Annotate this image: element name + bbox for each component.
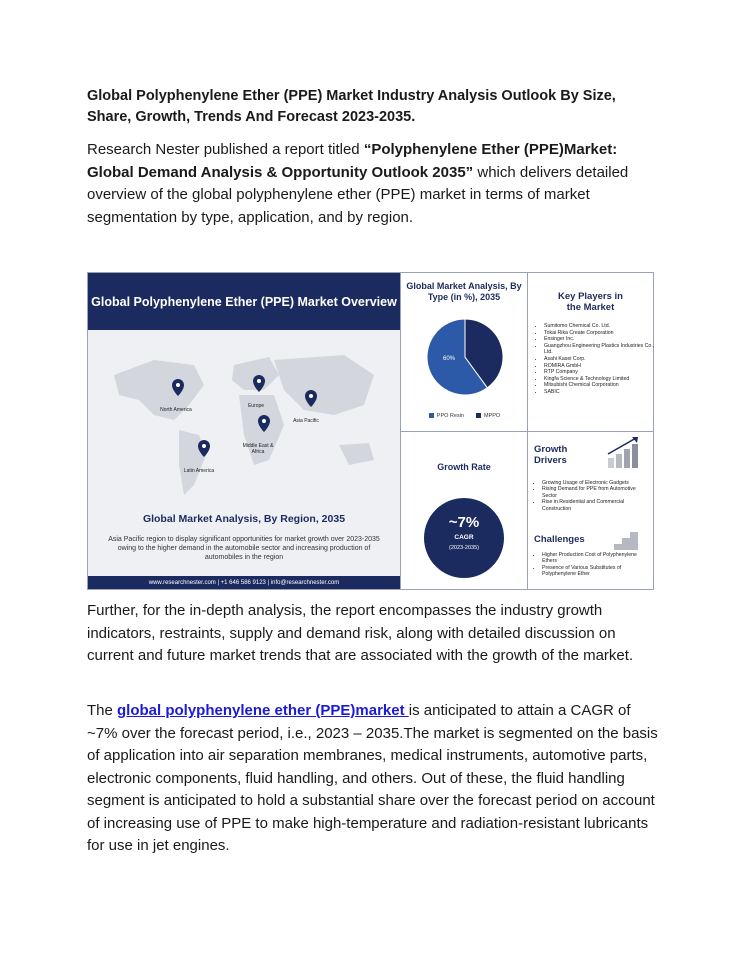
player-item: • Mitsubishi Chemical Corporation bbox=[544, 382, 658, 389]
market-link[interactable]: global polyphenylene ether (PPE)market bbox=[117, 702, 409, 719]
contact-footer: www.researchnester.com | +1 646 586 9123 | info@researchnester.com bbox=[88, 576, 400, 589]
region-label: Latin America bbox=[183, 468, 215, 474]
region-panel bbox=[88, 273, 400, 589]
challenges-list bbox=[534, 552, 648, 578]
drivers-list bbox=[534, 480, 648, 512]
pie-data-label: 60% bbox=[442, 356, 456, 362]
page-title: Global Polyphenylene Ether (PPE) Market Industry Analysis Outlook By Size, Share, Growth, Trends And Forecast 2023-2035. bbox=[87, 88, 616, 125]
player-item: • Tokai Rika Create Corporation bbox=[544, 330, 658, 337]
report-title: “Polyphenylene Ether (PPE)Market: Global Demand Analysis & Opportunity Outlook 2035” bbox=[87, 141, 618, 181]
player-item: • Guangzhou Engineering Plastics Industries Co., Ltd. bbox=[544, 343, 658, 356]
growth-panel bbox=[400, 431, 527, 589]
players-title: Key Players in the Market bbox=[558, 291, 623, 313]
player-item: • ROMIRA GmbH bbox=[544, 363, 658, 370]
region-label: North America bbox=[160, 407, 192, 413]
challenge-item: • Higher Production Cost of Polyphenylene Ethers bbox=[542, 552, 648, 565]
player-item: • Kingfa Science & Technology Limited bbox=[544, 376, 658, 383]
region-label: Europe bbox=[247, 403, 265, 409]
cagr-circle bbox=[424, 498, 504, 578]
challenges-title: Challenges bbox=[534, 534, 585, 545]
cagr-value: ~7% bbox=[448, 514, 480, 531]
growth-chart-icon bbox=[606, 436, 648, 468]
player-item: • Sumitomo Chemical Co. Ltd. bbox=[544, 323, 658, 330]
market-paragraph: The global polyphenylene ether (PPE)market is anticipated to attain a CAGR of ~7% over the forecast period, i.e., 2023 – 2035.The market is segmented on the basis of application into air separation membranes, medical instruments, automotive parts, electronic components, fluid handling, and others. Out of these, the fluid handling segment is anticipated to hold a substantial share over the forecast period on account of increasing use of PPE to make high-temperature and radiation-resistant lubricants for use in jet engines. bbox=[87, 702, 658, 854]
driver-item: • Growing Usage of Electronic Gadgets bbox=[542, 480, 648, 486]
type-title: Global Market Analysis, By Type (in %), 2035 bbox=[406, 281, 522, 302]
infographic-header: Global Polyphenylene Ether (PPE) Market Overview bbox=[88, 273, 400, 330]
region-description: Asia Pacific region to display significant opportunities for market growth over 2023-2035 owing to the higher demand in the automobile sector and increasing production of automobiles in the region bbox=[108, 536, 380, 561]
region-label: Asia Pacific bbox=[293, 418, 319, 424]
challenge-item: • Presence of Various Substitutes of Polyphenylene Ether bbox=[542, 565, 648, 578]
analysis-paragraph: Further, for the in-depth analysis, the report encompasses the industry growth indicators, restraints, supply and demand risk, along with detailed discussion on current and future market trends that are associated with the growth of the market. bbox=[87, 602, 634, 664]
region-label: Middle East & Africa bbox=[242, 443, 274, 455]
players-list bbox=[536, 323, 658, 396]
drivers-panel bbox=[527, 431, 653, 589]
pie-chart bbox=[425, 317, 505, 397]
pie-legend bbox=[401, 413, 528, 419]
driver-item: • Rising Demand for PPE from Automotive Sector bbox=[542, 486, 648, 499]
player-item: • SABIC bbox=[544, 389, 658, 396]
legend-item: MPPO bbox=[476, 413, 500, 419]
cagr-label: CAGR bbox=[454, 534, 474, 541]
drivers-title: Growth Drivers bbox=[534, 444, 568, 466]
legend-item: PPO Resin bbox=[429, 413, 464, 419]
growth-title: Growth Rate bbox=[437, 462, 491, 472]
driver-item: • Rise in Residential and Commercial Construction bbox=[542, 499, 648, 512]
players-panel bbox=[527, 273, 653, 431]
infographic bbox=[87, 272, 654, 590]
player-item: • RTP Company bbox=[544, 369, 658, 376]
type-panel bbox=[400, 273, 527, 431]
intro-paragraph: Research Nester published a report titled “Polyphenylene Ether (PPE)Market: Global Demand Analysis & Opportunity Outlook 2035” which delivers detailed overview of the global polyphenylene ether (PPE) market in terms of market segmentation by type, application, and by region. bbox=[87, 141, 629, 226]
stairs-icon bbox=[614, 528, 644, 550]
region-title: Global Market Analysis, By Region, 2035 bbox=[142, 513, 346, 525]
cagr-years: (2023-2035) bbox=[449, 545, 479, 551]
world-map bbox=[94, 335, 394, 505]
player-item: • Ensinger Inc. bbox=[544, 336, 658, 343]
player-item: • Asahi Kasei Corp. bbox=[544, 356, 658, 363]
